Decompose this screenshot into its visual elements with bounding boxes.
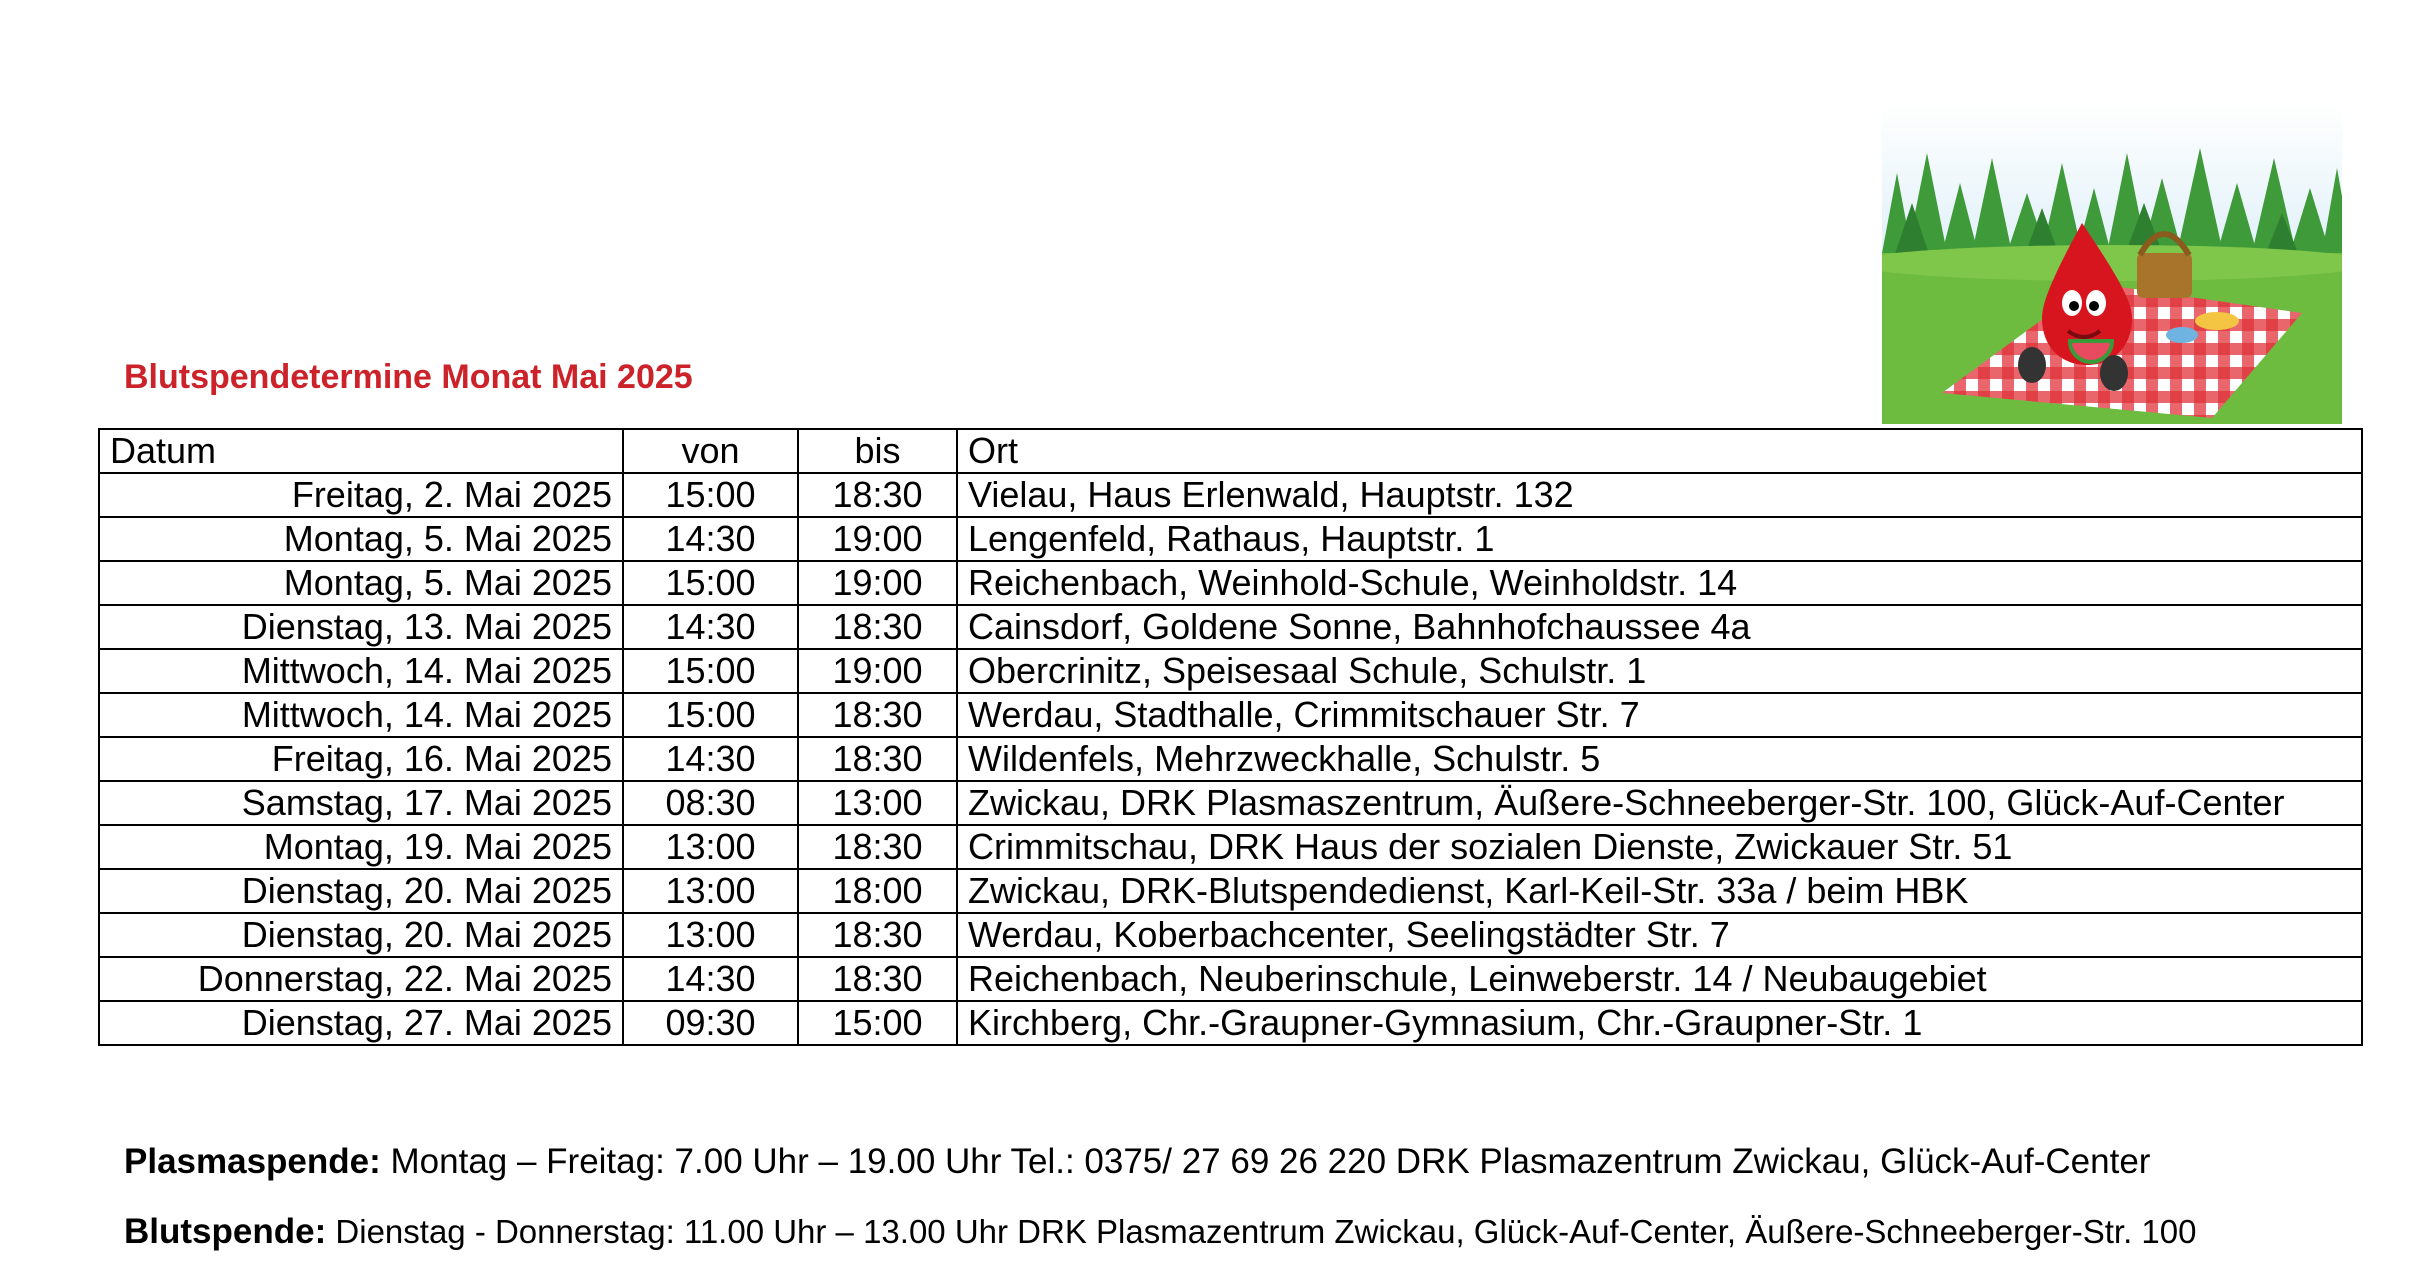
cell-from: 08:30 bbox=[623, 781, 798, 825]
cell-location: Werdau, Koberbachcenter, Seelingstädter Str. 7 bbox=[957, 913, 2362, 957]
cell-to: 18:30 bbox=[798, 737, 957, 781]
table-row bbox=[99, 869, 2362, 913]
blood-donation-text: Dienstag - Donnerstag: 11.00 Uhr – 13.00 Uhr DRK Plasmazentrum Zwickau, Glück-Auf-Center, Äußere-Schneeberger-Str. 100 bbox=[326, 1213, 2197, 1250]
cell-to: 19:00 bbox=[798, 649, 957, 693]
cell-location: Werdau, Stadthalle, Crimmitschauer Str. 7 bbox=[957, 693, 2362, 737]
table-row bbox=[99, 561, 2362, 605]
cell-location: Reichenbach, Neuberinschule, Leinweberstr. 14 / Neubaugebiet bbox=[957, 957, 2362, 1001]
table-row bbox=[99, 1001, 2362, 1045]
cell-to: 18:30 bbox=[798, 913, 957, 957]
cell-date: Mittwoch, 14. Mai 2025 bbox=[99, 693, 623, 737]
cell-date: Samstag, 17. Mai 2025 bbox=[99, 781, 623, 825]
cell-from: 14:30 bbox=[623, 517, 798, 561]
cell-date: Dienstag, 20. Mai 2025 bbox=[99, 869, 623, 913]
cell-date: Freitag, 16. Mai 2025 bbox=[99, 737, 623, 781]
column-header-location: Ort bbox=[957, 429, 2362, 473]
table-header-row bbox=[99, 429, 2362, 473]
cell-location: Kirchberg, Chr.-Graupner-Gymnasium, Chr.-Graupner-Str. 1 bbox=[957, 1001, 2362, 1045]
cell-from: 14:30 bbox=[623, 605, 798, 649]
table-row bbox=[99, 693, 2362, 737]
cell-date: Donnerstag, 22. Mai 2025 bbox=[99, 957, 623, 1001]
cell-location: Obercrinitz, Speisesaal Schule, Schulstr. 1 bbox=[957, 649, 2362, 693]
cell-date: Montag, 19. Mai 2025 bbox=[99, 825, 623, 869]
table-row bbox=[99, 913, 2362, 957]
table-row bbox=[99, 517, 2362, 561]
cell-location: Reichenbach, Weinhold-Schule, Weinholdstr. 14 bbox=[957, 561, 2362, 605]
blood-donation-schedule-table bbox=[98, 428, 2363, 1046]
column-header-from: von bbox=[623, 429, 798, 473]
page-title: Blutspendetermine Monat Mai 2025 bbox=[124, 358, 693, 396]
cell-to: 18:30 bbox=[798, 825, 957, 869]
plasma-donation-text: Montag – Freitag: 7.00 Uhr – 19.00 Uhr Tel.: 0375/ 27 69 26 220 DRK Plasmazentrum Zwickau, Glück-Auf-Center bbox=[380, 1142, 2151, 1181]
cell-to: 18:30 bbox=[798, 473, 957, 517]
table-row bbox=[99, 737, 2362, 781]
cell-from: 14:30 bbox=[623, 737, 798, 781]
table-row bbox=[99, 957, 2362, 1001]
cell-to: 18:30 bbox=[798, 693, 957, 737]
column-header-date: Datum bbox=[99, 429, 623, 473]
table-row bbox=[99, 605, 2362, 649]
cell-from: 15:00 bbox=[623, 473, 798, 517]
cell-location: Vielau, Haus Erlenwald, Hauptstr. 132 bbox=[957, 473, 2362, 517]
cell-from: 13:00 bbox=[623, 869, 798, 913]
cell-location: Zwickau, DRK Plasmaszentrum, Äußere-Schneeberger-Str. 100, Glück-Auf-Center bbox=[957, 781, 2362, 825]
table-row bbox=[99, 649, 2362, 693]
cell-from: 13:00 bbox=[623, 825, 798, 869]
cell-to: 18:30 bbox=[798, 957, 957, 1001]
plasma-donation-label: Plasmaspende: bbox=[124, 1142, 381, 1181]
column-header-to: bis bbox=[798, 429, 957, 473]
cell-from: 15:00 bbox=[623, 649, 798, 693]
blood-donation-label: Blutspende: bbox=[124, 1212, 327, 1251]
plasma-donation-info bbox=[124, 1142, 2150, 1182]
cell-to: 15:00 bbox=[798, 1001, 957, 1045]
cell-location: Cainsdorf, Goldene Sonne, Bahnhofchaussee 4a bbox=[957, 605, 2362, 649]
cell-from: 09:30 bbox=[623, 1001, 798, 1045]
cell-date: Freitag, 2. Mai 2025 bbox=[99, 473, 623, 517]
cell-to: 19:00 bbox=[798, 517, 957, 561]
cell-from: 13:00 bbox=[623, 913, 798, 957]
cell-location: Lengenfeld, Rathaus, Hauptstr. 1 bbox=[957, 517, 2362, 561]
cell-from: 15:00 bbox=[623, 693, 798, 737]
blood-donation-info bbox=[124, 1212, 2196, 1252]
table-row bbox=[99, 825, 2362, 869]
cell-date: Dienstag, 20. Mai 2025 bbox=[99, 913, 623, 957]
cell-location: Wildenfels, Mehrzweckhalle, Schulstr. 5 bbox=[957, 737, 2362, 781]
cell-date: Dienstag, 13. Mai 2025 bbox=[99, 605, 623, 649]
cell-from: 14:30 bbox=[623, 957, 798, 1001]
cell-from: 15:00 bbox=[623, 561, 798, 605]
table-row bbox=[99, 781, 2362, 825]
cell-to: 18:30 bbox=[798, 605, 957, 649]
cell-location: Zwickau, DRK-Blutspendedienst, Karl-Keil-Str. 33a / beim HBK bbox=[957, 869, 2362, 913]
cell-date: Mittwoch, 14. Mai 2025 bbox=[99, 649, 623, 693]
cell-date: Dienstag, 27. Mai 2025 bbox=[99, 1001, 623, 1045]
table-row bbox=[99, 473, 2362, 517]
cell-to: 19:00 bbox=[798, 561, 957, 605]
cell-date: Montag, 5. Mai 2025 bbox=[99, 561, 623, 605]
cell-date: Montag, 5. Mai 2025 bbox=[99, 517, 623, 561]
cell-to: 13:00 bbox=[798, 781, 957, 825]
blood-drop-picnic-icon bbox=[1882, 103, 2342, 424]
cell-to: 18:00 bbox=[798, 869, 957, 913]
cell-location: Crimmitschau, DRK Haus der sozialen Dienste, Zwickauer Str. 51 bbox=[957, 825, 2362, 869]
